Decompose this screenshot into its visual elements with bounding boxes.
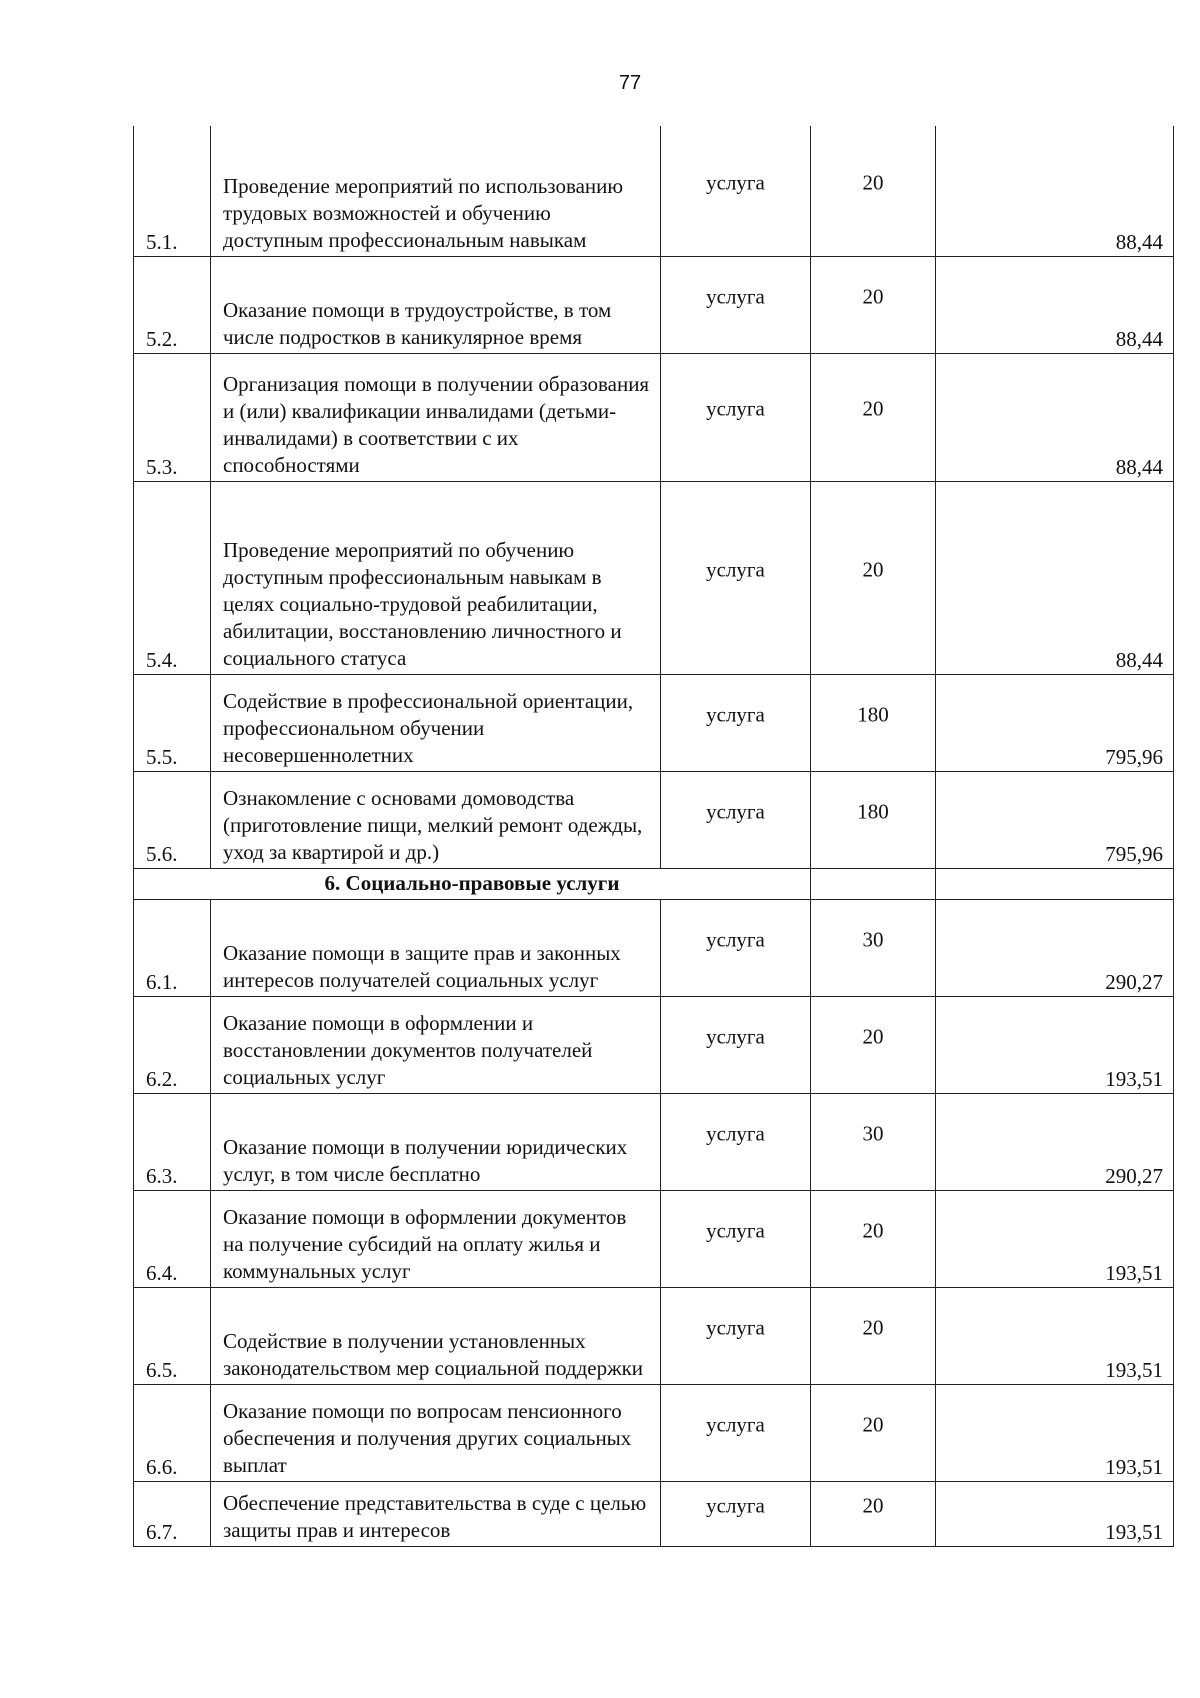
unit: услуга [706, 170, 765, 195]
quantity: 20 [862, 1315, 884, 1339]
section-title: 6. Социально-правовые услуги [134, 868, 811, 899]
row-number: 6.6. [134, 1384, 211, 1481]
price: 795,96 [936, 771, 1174, 868]
unit: услуга [706, 799, 765, 823]
service-name: Организация помощи в получении образования и (или) квалификации инвалидами (детьми-инвалидами) в соответствии с их способностями [223, 371, 650, 477]
unit: услуга [706, 1121, 765, 1145]
service-name: Оказание помощи в оформлении и восстановлении документов получателей социальных услуг [223, 1010, 593, 1089]
table-row [134, 126, 1174, 256]
unit: услуга [706, 396, 765, 421]
unit: услуга [706, 1412, 765, 1436]
service-name: Оказание помощи в трудоустройстве, в том числе подростков в каникулярное время [223, 297, 612, 349]
table-row [134, 256, 1174, 353]
row-number: 5.3. [134, 353, 211, 481]
services-table [133, 126, 1174, 1547]
row-number: 6.1. [134, 899, 211, 996]
price: 193,51 [936, 1481, 1174, 1546]
table-row [134, 996, 1174, 1093]
quantity: 30 [862, 927, 884, 951]
table-row [134, 1481, 1174, 1546]
service-name: Содействие в получении установленных законодательством мер социальной поддержки [223, 1328, 644, 1380]
service-name: Содействие в профессиональной ориентации, профессиональном обучении несовершеннолетних [223, 688, 634, 767]
table-row [134, 1384, 1174, 1481]
service-name: Оказание помощи в получении юридических услуг, в том числе бесплатно [223, 1134, 628, 1186]
row-number: 6.3. [134, 1093, 211, 1190]
row-number: 5.5. [134, 674, 211, 771]
quantity: 20 [862, 1024, 884, 1048]
unit: услуга [706, 1493, 765, 1517]
page-number: 77 [618, 72, 642, 94]
unit: услуга [706, 927, 765, 951]
quantity: 20 [862, 557, 884, 581]
row-number: 6.4. [134, 1190, 211, 1287]
unit: услуга [706, 702, 765, 726]
quantity: 180 [857, 702, 889, 726]
table-row [134, 1190, 1174, 1287]
service-name: Проведение мероприятий по использованию трудовых возможностей и обучению доступным профессиональным навыкам [223, 173, 624, 252]
table-row [134, 1093, 1174, 1190]
quantity: 20 [862, 170, 884, 195]
unit: услуга [706, 284, 765, 308]
price: 193,51 [936, 1384, 1174, 1481]
service-name: Проведение мероприятий по обучению доступным профессиональным навыкам в целях социально-трудовой реабилитации, абилитации, восстановлению личностного и социального статуса [223, 537, 622, 670]
row-number: 6.5. [134, 1287, 211, 1384]
quantity: 20 [862, 1493, 884, 1517]
row-number: 6.2. [134, 996, 211, 1093]
row-number: 5.2. [134, 256, 211, 353]
row-number: 5.4. [134, 481, 211, 674]
unit: услуга [706, 1315, 765, 1339]
price: 88,44 [936, 353, 1174, 481]
table-row [134, 353, 1174, 481]
row-number: 5.1. [134, 126, 211, 256]
price: 88,44 [936, 481, 1174, 674]
table-row [134, 674, 1174, 771]
price: 290,27 [936, 1093, 1174, 1190]
service-name: Оказание помощи по вопросам пенсионного обеспечения и получения других социальных выплат [223, 1398, 632, 1477]
price: 193,51 [936, 1190, 1174, 1287]
price: 193,51 [936, 1287, 1174, 1384]
row-number: 6.7. [134, 1481, 211, 1546]
unit: услуга [706, 557, 765, 581]
table-row [134, 771, 1174, 868]
unit: услуга [706, 1218, 765, 1242]
quantity: 20 [862, 284, 884, 308]
service-name: Оказание помощи в защите прав и законных интересов получателей социальных услуг [223, 940, 621, 992]
table-row [134, 899, 1174, 996]
price: 193,51 [936, 996, 1174, 1093]
quantity: 20 [862, 396, 884, 421]
unit: услуга [706, 1024, 765, 1048]
section-header-row [134, 868, 1174, 899]
service-name: Оказание помощи в оформлении документов на получение субсидий на оплату жилья и коммунальных услуг [223, 1204, 627, 1283]
service-name: Ознакомление с основами домоводства (приготовление пищи, мелкий ремонт одежды, уход за квартирой и др.) [223, 785, 643, 864]
price: 88,44 [936, 126, 1174, 256]
quantity: 20 [862, 1218, 884, 1242]
table-row [134, 481, 1174, 674]
table-row [134, 1287, 1174, 1384]
quantity: 30 [862, 1121, 884, 1145]
service-name: Обеспечение представительства в суде с целью защиты прав и интересов [223, 1490, 647, 1542]
price: 290,27 [936, 899, 1174, 996]
quantity: 20 [862, 1412, 884, 1436]
quantity: 180 [857, 799, 889, 823]
price: 88,44 [936, 256, 1174, 353]
price: 795,96 [936, 674, 1174, 771]
row-number: 5.6. [134, 771, 211, 868]
